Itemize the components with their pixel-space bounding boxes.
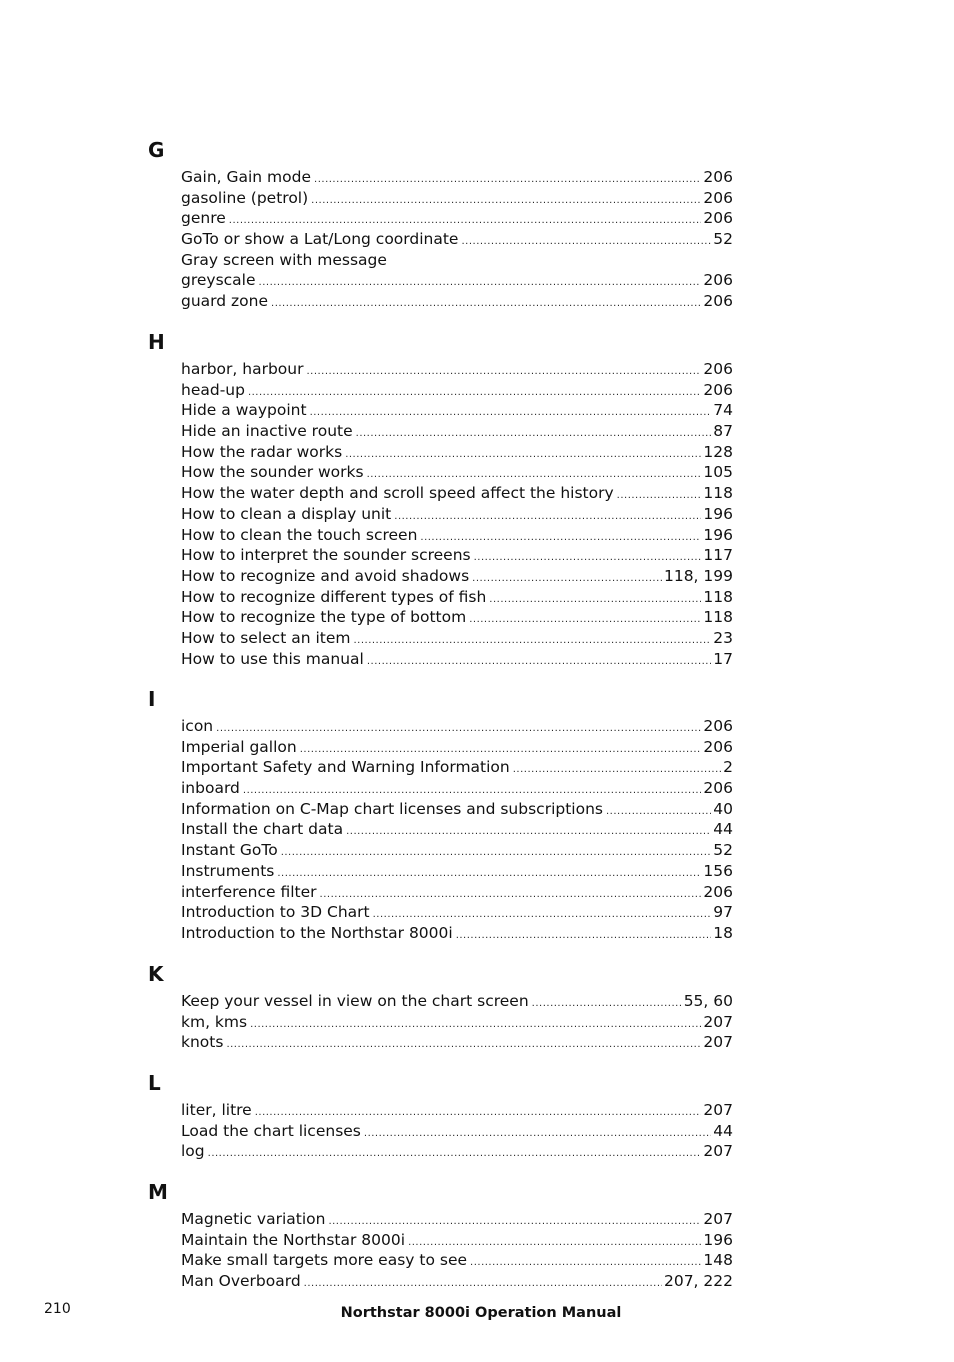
index-entry — [181, 923, 733, 944]
index-entry — [181, 483, 733, 504]
dot-leader — [271, 294, 701, 315]
index-entry — [181, 380, 733, 401]
entry-term: How to recognize and avoid shadows — [181, 566, 470, 585]
index-entry — [181, 649, 733, 670]
entry-page: 2 — [723, 758, 733, 777]
entry-term: genre — [181, 209, 226, 228]
index-entry — [181, 882, 733, 903]
dot-leader — [472, 569, 662, 590]
dot-leader — [320, 885, 702, 906]
entry-term: head-up — [181, 380, 245, 399]
entry-page: 105 — [703, 463, 733, 482]
index-entry — [181, 462, 733, 483]
footer-manual-title: Northstar 8000i Operation Manual — [340, 1305, 622, 1321]
index-entry — [181, 504, 733, 525]
dot-leader — [489, 590, 701, 611]
entry-term: How to clean a display unit — [181, 504, 392, 523]
entry-term: Instant GoTo — [181, 841, 278, 860]
dot-leader — [304, 1274, 662, 1295]
dot-leader — [367, 652, 711, 673]
entry-term: How to clean the touch screen — [181, 525, 418, 544]
entry-page: 206 — [703, 209, 733, 228]
index-entry — [181, 778, 733, 799]
entry-page: 44 — [713, 820, 733, 839]
dot-leader — [310, 403, 712, 424]
entry-term: GoTo or show a Lat/Long coordinate — [181, 230, 459, 249]
entry-page: 207 — [703, 1012, 733, 1031]
entry-term: Hide a waypoint — [181, 401, 307, 420]
index-entry — [181, 270, 733, 291]
section-letter: H — [148, 330, 165, 354]
entry-term: km, kms — [181, 1012, 248, 1031]
entry-term: interference filter — [181, 882, 317, 901]
dot-leader — [606, 802, 711, 823]
entry-page: 117 — [703, 546, 733, 565]
entry-list — [181, 991, 733, 1053]
entry-page: 196 — [703, 1230, 733, 1249]
entry-term: Gray screen with message — [181, 250, 387, 269]
entry-list — [181, 1100, 733, 1162]
index-entry — [181, 819, 733, 840]
entry-page: 207 — [703, 1033, 733, 1052]
entry-page: 17 — [713, 649, 733, 668]
index-entry — [181, 991, 733, 1012]
dot-leader — [226, 1035, 701, 1056]
entry-page: 74 — [713, 401, 733, 420]
entry-term: Man Overboard — [181, 1272, 301, 1291]
entry-page: 207 — [703, 1142, 733, 1161]
index-entry — [181, 400, 733, 421]
dot-leader — [311, 191, 701, 212]
index-entry — [181, 1012, 733, 1033]
index-entry — [181, 421, 733, 442]
entry-term: icon — [181, 717, 214, 735]
entry-term: Maintain the Northstar 8000i — [181, 1230, 406, 1249]
dot-leader — [469, 610, 701, 631]
index-entry — [181, 1230, 733, 1251]
entry-term: Instruments — [181, 861, 275, 880]
index-entry — [181, 1100, 733, 1121]
entry-page: 97 — [713, 903, 733, 922]
entry-page: 118 — [703, 484, 733, 503]
entry-term: greyscale — [181, 271, 256, 290]
entry-term: How the radar works — [181, 442, 343, 461]
index-entry — [181, 628, 733, 649]
entry-page: 206 — [703, 380, 733, 399]
entry-page: 44 — [713, 1121, 733, 1140]
dot-leader — [532, 994, 682, 1015]
dot-leader — [208, 1144, 702, 1165]
entry-term: How to select an item — [181, 628, 351, 647]
section-letter: L — [148, 1071, 161, 1095]
dot-leader — [259, 273, 702, 294]
dot-leader — [346, 822, 711, 843]
index-entry — [181, 167, 733, 188]
entry-term: Magnetic variation — [181, 1210, 326, 1228]
index-entry — [181, 840, 733, 861]
index-entry — [181, 757, 733, 778]
entry-page: 206 — [703, 292, 733, 311]
index-entry — [181, 587, 733, 608]
index-entry — [181, 442, 733, 463]
dot-leader — [364, 1124, 711, 1145]
dot-leader — [394, 507, 701, 528]
entry-page: 206 — [703, 360, 733, 378]
entry-page: 207, 222 — [663, 1272, 733, 1291]
entry-page: 207 — [703, 1101, 733, 1119]
dot-leader — [513, 760, 721, 781]
entry-term: How the sounder works — [181, 463, 364, 482]
entry-term: harbor, harbour — [181, 360, 304, 378]
index-entry — [181, 716, 733, 737]
entry-page: 55, 60 — [683, 992, 733, 1010]
section-letter: K — [148, 962, 164, 986]
index-entry — [181, 902, 733, 923]
entry-term: Introduction to the Northstar 8000i — [181, 923, 453, 942]
entry-page: 87 — [713, 422, 733, 441]
entry-term: Load the chart licenses — [181, 1121, 361, 1140]
entry-page: 206 — [703, 271, 733, 290]
index-entry — [181, 607, 733, 628]
entry-page: 23 — [713, 628, 733, 647]
dot-leader — [617, 486, 702, 507]
index-entry — [181, 799, 733, 820]
index-entry — [181, 545, 733, 566]
entry-term: Information on C-Map chart licenses and subscriptions — [181, 799, 603, 818]
dot-leader — [456, 926, 712, 947]
entry-page: 196 — [703, 504, 733, 523]
entry-term: log — [181, 1142, 205, 1161]
index-entry — [181, 1209, 733, 1230]
index-entry — [181, 1121, 733, 1142]
index-entry — [181, 861, 733, 882]
index-entry — [181, 1032, 733, 1053]
entry-term: Make small targets more easy to see — [181, 1251, 468, 1270]
entry-page: 206 — [703, 779, 733, 798]
entry-page: 206 — [703, 188, 733, 207]
entry-page: 148 — [703, 1251, 733, 1270]
entry-term: How the water depth and scroll speed affect the history — [181, 484, 614, 503]
entry-page: 128 — [703, 442, 733, 461]
entry-page: 196 — [703, 525, 733, 544]
dot-leader — [356, 424, 712, 445]
entry-term: Imperial gallon — [181, 737, 297, 756]
entry-page: 206 — [703, 168, 733, 186]
dot-leader — [248, 383, 701, 404]
entry-term: How to recognize the type of bottom — [181, 608, 467, 627]
entry-page: 52 — [713, 230, 733, 249]
entry-term: gasoline (petrol) — [181, 188, 309, 207]
entry-term: Hide an inactive route — [181, 422, 353, 441]
index-entry-heading — [181, 250, 733, 271]
index-entry — [181, 566, 733, 587]
entry-list — [181, 359, 733, 669]
index-entry — [181, 1141, 733, 1162]
dot-leader — [250, 1015, 701, 1036]
section-letter: G — [148, 138, 165, 162]
entry-page: 40 — [713, 799, 733, 818]
dot-leader — [306, 362, 701, 383]
entry-list — [181, 1209, 733, 1292]
entry-page: 118, 199 — [663, 566, 733, 585]
entry-term: inboard — [181, 779, 240, 798]
entry-term: knots — [181, 1033, 224, 1052]
entry-term: Gain, Gain mode — [181, 168, 312, 186]
entry-term: How to use this manual — [181, 649, 364, 668]
entry-page: 118 — [703, 608, 733, 627]
entry-term: Introduction to 3D Chart — [181, 903, 370, 922]
entry-page: 206 — [703, 882, 733, 901]
entry-page: 206 — [703, 717, 733, 735]
dot-leader — [277, 864, 701, 885]
dot-leader — [345, 445, 701, 466]
entry-page: 207 — [703, 1210, 733, 1228]
index-entry — [181, 188, 733, 209]
section-letter: I — [148, 687, 156, 711]
index-entry — [181, 525, 733, 546]
entry-page: 118 — [703, 587, 733, 606]
dot-leader — [461, 232, 711, 253]
dot-leader — [281, 843, 712, 864]
entry-term: How to recognize different types of fish — [181, 587, 487, 606]
entry-term: Important Safety and Warning Information — [181, 758, 510, 777]
entry-page: 52 — [713, 841, 733, 860]
section-letter: M — [148, 1180, 168, 1204]
entry-page: 206 — [703, 737, 733, 756]
index-entry — [181, 1250, 733, 1271]
dot-leader — [353, 631, 711, 652]
entry-term: Install the chart data — [181, 820, 344, 839]
index-entry — [181, 291, 733, 312]
entry-term: guard zone — [181, 292, 269, 311]
entry-list — [181, 716, 733, 944]
entry-term: Keep your vessel in view on the chart screen — [181, 992, 529, 1010]
index-entry — [181, 737, 733, 758]
entry-page: 156 — [703, 861, 733, 880]
entry-term: liter, litre — [181, 1101, 252, 1119]
index-entry — [181, 1271, 733, 1292]
footer-page-number: 210 — [44, 1301, 71, 1317]
index-entry — [181, 359, 733, 380]
entry-list — [181, 167, 733, 312]
dot-leader — [314, 170, 701, 191]
index-entry — [181, 229, 733, 250]
index-entry — [181, 208, 733, 229]
entry-term: How to interpret the sounder screens — [181, 546, 471, 565]
entry-page: 18 — [713, 923, 733, 942]
